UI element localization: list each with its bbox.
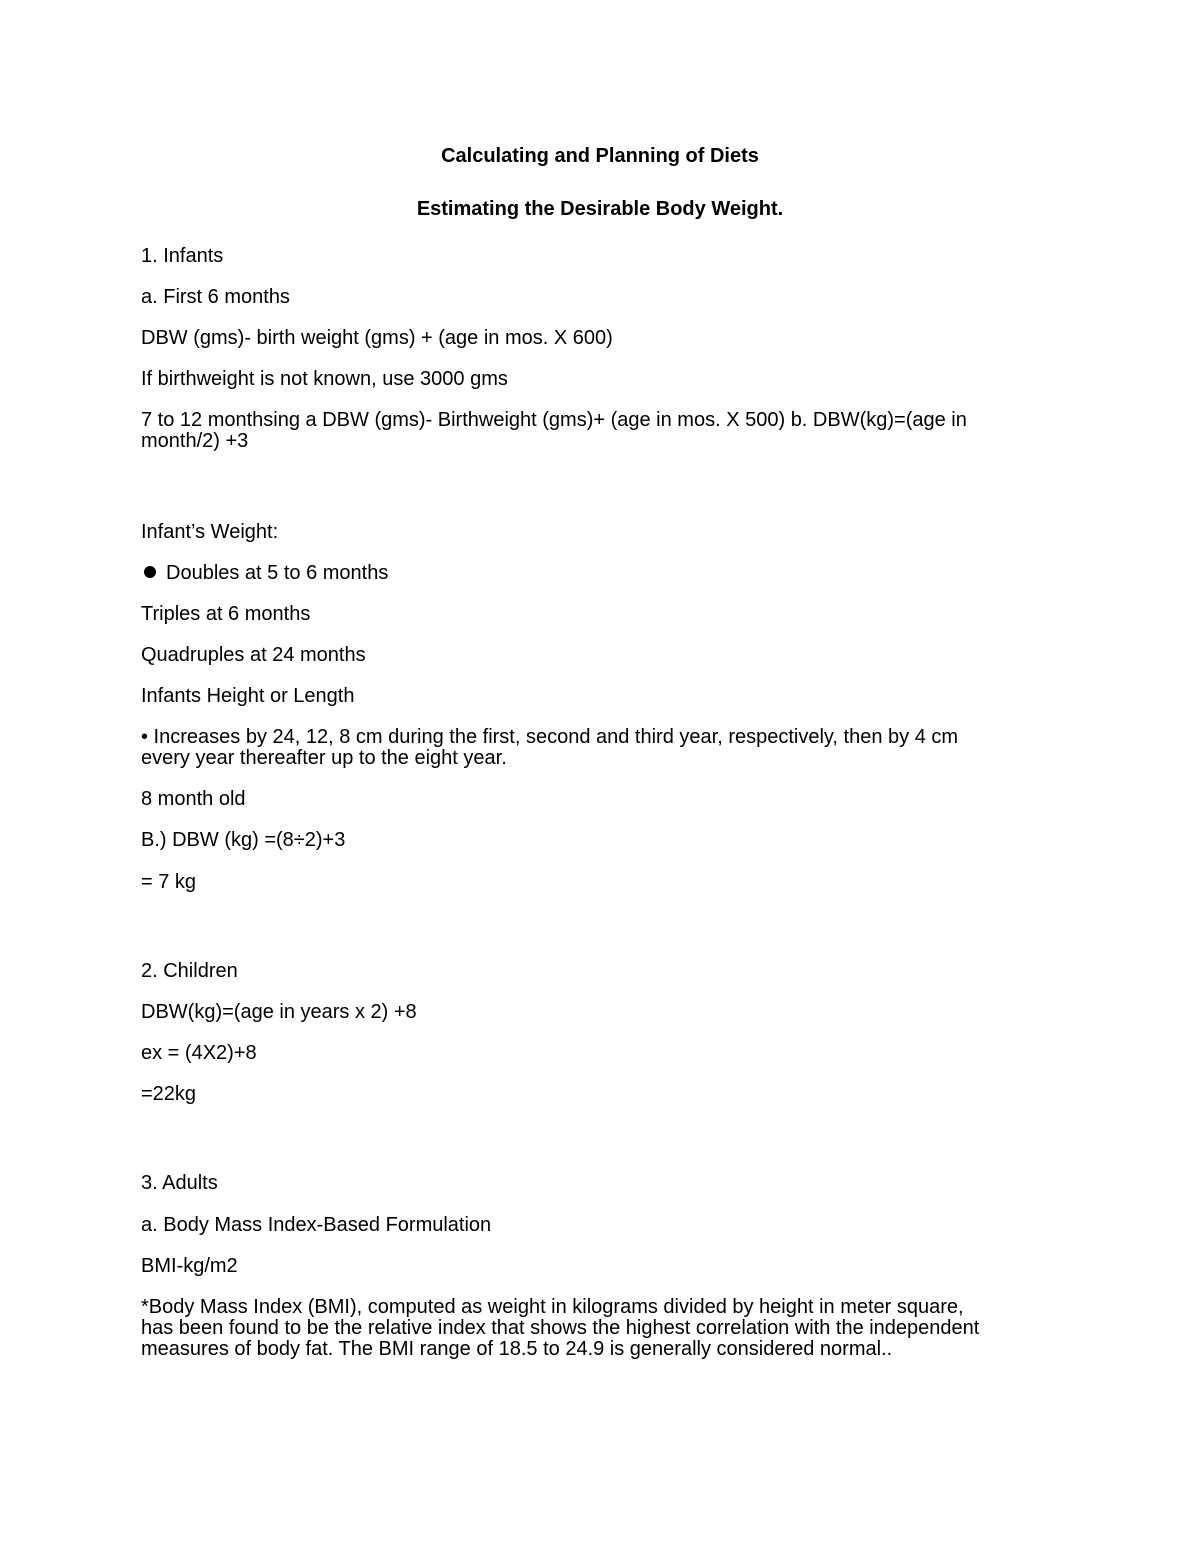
bmi-unit: BMI-kg/m2 xyxy=(141,1255,238,1277)
infant-height-heading: Infants Height or Length xyxy=(141,685,355,707)
infants-heading: 1. Infants xyxy=(141,245,224,267)
example-result: = 7 kg xyxy=(141,871,197,893)
infant-weight-heading: Infant’s Weight: xyxy=(141,521,279,543)
quadruples-line: Quadruples at 24 months xyxy=(141,644,366,666)
formula-later-months-line2: month/2) +3 xyxy=(141,430,249,452)
first-six-months: a. First 6 months xyxy=(141,286,290,308)
bmi-description-line1: *Body Mass Index (BMI), computed as weight in kilograms divided by height in meter square, xyxy=(141,1296,964,1318)
adults-heading: 3. Adults xyxy=(141,1172,218,1194)
bullet-item-doubles xyxy=(141,563,1071,584)
unknown-birthweight-note: If birthweight is not known, use 3000 gms xyxy=(141,368,508,390)
children-result: =22kg xyxy=(141,1083,197,1105)
formula-later-months-line1: 7 to 12 monthsing a DBW (gms)- Birthweight (gms)+ (age in mos. X 500) b. DBW(kg)=(age in xyxy=(141,409,967,431)
bmi-heading: a. Body Mass Index-Based Formulation xyxy=(141,1214,492,1236)
height-increase-line2: every year thereafter up to the eight year. xyxy=(141,747,507,769)
bmi-description-line3: measures of body fat. The BMI range of 18.5 to 24.9 is generally considered normal.. xyxy=(141,1338,893,1360)
document-subtitle: Estimating the Desirable Body Weight. xyxy=(416,198,784,220)
height-increase-line1: • Increases by 24, 12, 8 cm during the first, second and third year, respectively, then by 4 cm xyxy=(141,726,959,748)
bullet-item-label: Doubles at 5 to 6 months xyxy=(166,562,389,584)
example-age: 8 month old xyxy=(141,788,246,810)
triples-line: Triples at 6 months xyxy=(141,603,311,625)
formula-first-six: DBW (gms)- birth weight (gms) + (age in mos. X 600) xyxy=(141,327,613,349)
children-example: ex = (4X2)+8 xyxy=(141,1042,257,1064)
children-formula: DBW(kg)=(age in years x 2) +8 xyxy=(141,1001,417,1023)
bullet-icon xyxy=(144,566,156,578)
document-title: Calculating and Planning of Diets xyxy=(441,145,759,167)
bmi-description-line2: has been found to be the relative index that shows the highest correlation with the independent xyxy=(141,1317,980,1339)
children-heading: 2. Children xyxy=(141,960,238,982)
example-formula: B.) DBW (kg) =(8÷2)+3 xyxy=(141,829,346,851)
